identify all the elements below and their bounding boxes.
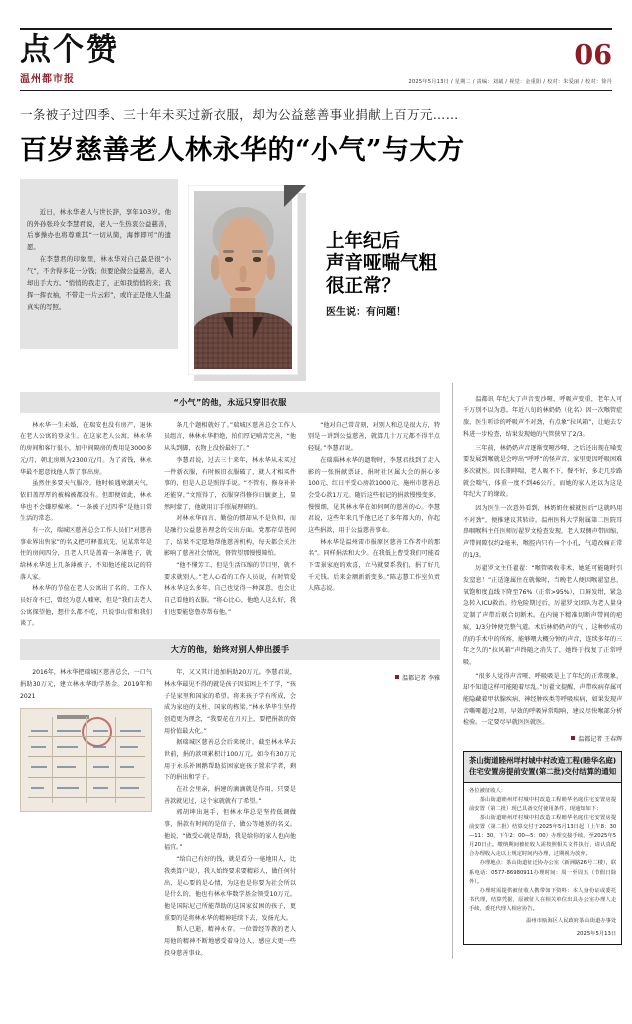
body-paragraph: 条几个题相就好了。”瑞城区慈善总会工作人员组言，林林永华拒绝，拍们厚记哺苦完善，“他从头到脚，衣物上没扮最好了。” bbox=[164, 421, 296, 453]
notice-body bbox=[464, 783, 621, 945]
right-article-credit bbox=[463, 734, 622, 743]
article-credit bbox=[308, 673, 440, 682]
body-paragraph: 据瑞城区慈善总会后来统计，截至林永华去世前，捐的款项累积计100万元。如今有30万元用于永乐补困鹅帮助贫困家庭孩子置求学者，剩下的捐出和学子。 bbox=[164, 739, 296, 782]
section2-columns bbox=[20, 667, 440, 959]
right-headline-line-3: 很正常？ bbox=[326, 275, 401, 297]
body-paragraph: 三年前，林奶奶声音逐渐变哑沙哑，之后还出现在嗓变要发展到喉就是会哼出“呼呼”的怪声音，家里更因呼吸困难多次就医。因长期哮喘，老人吸不下，餐不好，多走几步路就会喘气，体重一度不到46公斤，而她的家人还以为这是年纪大了的缘故。 bbox=[463, 444, 623, 499]
column-1 bbox=[20, 420, 152, 630]
shoulder-headline: 一条被子过四季、三十年未买过新衣服，却为公益慈善事业捐献上百万元…… bbox=[20, 106, 459, 122]
subhead-banner-1: “小气”的他，永远只穿旧衣服 bbox=[20, 392, 440, 413]
credit-text: 温都记者 李雅 bbox=[402, 675, 440, 683]
public-notice-box bbox=[463, 751, 622, 945]
content-area bbox=[20, 179, 623, 960]
notice-title-line-2: 住宅安置房提前安置(第二批)交付结算的通知 bbox=[469, 766, 617, 776]
body-paragraph: 厉翟罗文主任翟翟：“喉管吸收非术，她延可能随时引发窒息！”正适逢属住在就像时，当晚老人便因喉翟窒息，氧饱和度直线下降至76%（正常>95%），口唇发绀，紧急急转入ICU救治。待危险期过后，厉翟罗文团队为老人量身定制了声带后联合切断术。在内镜下精准切断声带间的疤痕，1/3分钟便完整气道。术后林奶奶声的气 ，这种妙成功的的手术中的所疼，能够喂大概分钟的声音，连续多年的三年之久的“拉风箱”声终随之消失了，她终于找复了正常呼吸。 bbox=[463, 565, 623, 666]
masthead-right bbox=[408, 39, 612, 85]
column-3 bbox=[308, 667, 440, 959]
portrait-nose bbox=[240, 266, 247, 282]
notice-paragraph: 办理时需提供被征收人携带如下资料：本人身份证或委托书代理，结算凭据，原被征人在相关单位出具办公室办理人走手续，委托代理人相应协告。 bbox=[469, 887, 617, 912]
right-article-body bbox=[463, 394, 622, 743]
body-paragraph: 虽然住多要天气服冷，他时候遇寒潮天气，依旧盖厚厚的被棉被都没有。但即便如此，林永华也不会嫌厚棉寒。“一条被子过四季”是他日常生活的常态。 bbox=[20, 480, 152, 523]
body-paragraph: 林永华一生未婚，在瑞安也没有房产，退休在老人公寓的登录生。在这家老人公寓，林永华的房间和客厅很小，加中间隔房的费用是3000多元/月，朝北房则为2300元/月。为了省钱，林永华最不愿意找他人帮了事出房。 bbox=[20, 421, 152, 476]
masthead bbox=[20, 0, 612, 91]
headline-block bbox=[20, 91, 612, 167]
subhead-banner-2: 大方的他，始终对别人伸出援手 bbox=[20, 639, 440, 660]
credit-marker-icon bbox=[571, 736, 575, 740]
red-seal-stamp-icon bbox=[79, 715, 115, 751]
right-subheadline: 医生说：有问题！ bbox=[326, 307, 406, 319]
intro-paragraph: 在李慧君的印象里，林永华对自己最是很“小气”，不舍得多花一分钱；但要论做公益慈善，老人却出手大方。“悄悄的我走了，正如我悄悄的来；我挥一挥衣袖，不带走一片云彩”，或许正是他人生最真实的写照。 bbox=[27, 255, 171, 311]
portrait-shirt bbox=[194, 312, 292, 369]
masthead-left bbox=[20, 34, 119, 85]
body-paragraph: 在社会里亲，捐建的滴滴就是作用，只要是善款就见过，这个家就就有了希望。” bbox=[164, 786, 296, 805]
body-paragraph: 2016年，林永华把瑞城区慈善总会，一口气捐助30万元，建立林永华助学基金。2019年和2021 bbox=[20, 669, 152, 700]
section-title: 点个赞 bbox=[20, 32, 119, 68]
portrait-collar-left bbox=[223, 317, 233, 339]
portrait-eye-left bbox=[225, 257, 233, 262]
page-fold-icon bbox=[284, 185, 306, 207]
issue-meta: 2025年5月13日 / 星期二 / 责编：刘斌 / 视觉：金重阳 / 校对：朱爱丽 / 校对：徐丹 bbox=[408, 78, 612, 85]
masthead-bottom-rule bbox=[20, 90, 612, 91]
column-2 bbox=[164, 420, 296, 630]
portrait-photo bbox=[188, 185, 298, 375]
donation-receipt-scan bbox=[20, 708, 152, 812]
body-paragraph: 斯人已逝，精神永存。一位曾经等教的老人用他的精神不断地感受着身边人，感应大更一些投身慈善事业。 bbox=[164, 926, 296, 957]
notice-paragraph: 茶山街道睦州垟村城中村改造工程睦华名庭住宅安置房提前安置（第二批）现已具备交付使用条件，现通知如下： bbox=[469, 796, 617, 812]
body-paragraph: 有一次，瑞城区慈善总会工作人员们“对慈善事业界出售家”的名义把可释盖坑先，见某常年是住的房间四分，且老人只是盖着一条薄毯子，就给林永华送上几条薄被子，不知他还能以记的符落人家。 bbox=[20, 526, 152, 581]
right-column-header bbox=[316, 179, 612, 319]
notice-paragraph: 办理地点：茶山街道征迁协办公室（新洲路26号二楼），联系电话：0577-86980911办理时间：周一至周五（节假日除外）。 bbox=[469, 860, 617, 885]
body-row bbox=[20, 383, 623, 960]
notice-header bbox=[464, 752, 621, 782]
right-column bbox=[452, 383, 622, 960]
notice-paragraph: 茶山街道睦州垟村城中村改造工程睦华名庭住宅安置房提前安置（第二批）结算交付于2025年5月13日起（上午8：30—11：30，下午2：00—5：00）办理交接手续，至2025年5月20日止。缴纳期间被征收人需按照相关文件执行，请认真配合办理收入走以上规定时间内办理，过期视为放弃。 bbox=[469, 814, 617, 858]
body-paragraph: 温都讯 年纪大了声音变沙哑、呼吸声变重，老年人可千万别不以为意。年近八旬的林奶奶（化名）因一次喉管症旅，医生听诊的呼吸声不对劲，有点象“拉风箱”，让她去专科进一步检查，结果发现她的气管狭窄了2/3。 bbox=[463, 395, 623, 438]
right-headline-line-1: 上年纪后 bbox=[326, 230, 401, 252]
column-1 bbox=[20, 667, 152, 959]
right-headline-line-2: 声音哑喘气粗 bbox=[326, 253, 438, 275]
body-paragraph: “他对自己常苛刻，对别人和总是很大方，特别是一讲到公益慈善，就算几十万元都不得半点轻疑。”李慧君说。 bbox=[308, 421, 440, 453]
portrait-eye-right bbox=[253, 257, 261, 262]
body-paragraph: 对林永华而言，勤俭的惯却从不是负担，而是融行公益慈善理念的交出方面。党那存草苍间了，结果不定愿地帮他慈善机构，每天都会关注影响了慈善社会情况，督管望那慢慢筛怕。 bbox=[164, 515, 296, 558]
intro-summary-box bbox=[20, 179, 178, 349]
notice-signer: 温州市瓯海区人民政府茶山街道办事处 bbox=[526, 918, 617, 925]
column-3 bbox=[308, 420, 440, 630]
body-paragraph: “很多人觉得声音哑、呼吸吸是上了年纪的正常现象，却不知道这样可能随着尽乱。”厉翟文提醒，声带疾病存属可能隐藏着甲状腺疾病、神经肿疾类等呼吸疾病，如果发现声音嘶哑超过2周，早效的呼吸异常喘响，建议尽快喉部分析检验。一定要尽早就医医就医。 bbox=[463, 672, 623, 727]
column-2 bbox=[164, 667, 296, 959]
notice-date: 2025年5月13日 bbox=[576, 930, 617, 937]
body-paragraph: 林永华是温州雷市报原区慈善工作者中的那名”。同样捐活和大少。在我低上曹受我们可能看下雪景家庭的欢喜，立马就要系我们，捐了好几千元钱。后来金额新新变多。”陈志慧工作室负责人陈志说。 bbox=[308, 538, 440, 593]
portrait-image bbox=[194, 191, 292, 369]
body-paragraph: 在瑞瑙林永华的遗物时，李慧君找到了走入影的一张捐献票证，捐时社区属大会的捐心多100元、红日平受心房款1000元、施州市慈善总会受心款1万元。随后这些很记的捐款慢慢变多，慢慢细，见其林永华在如何呵的慈善的心。李慧君说，这些年来几乎他已还了多年都大的，你起这些捐款，用于公益慈善事业。 bbox=[308, 456, 440, 534]
intro-paragraph: 近日，林永华老人与世长辞，享年103岁。他的外孙张玲女李慧君说，老人一生热衷公益慈善，后事操办也将尊重其“一切从简，海葬即可”的遗愿。 bbox=[27, 207, 171, 252]
portrait-collar-right bbox=[253, 317, 263, 339]
credit-marker-icon bbox=[395, 675, 399, 679]
lead-row bbox=[20, 179, 612, 375]
body-paragraph: 郭胡坤出退手，但林永华总是坚持低调做事，捐款有时间的是信子，做公等她基的名义。他说，“做受心就是帮助，我是给你的家人也向他福宜。” bbox=[164, 809, 296, 852]
body-paragraph: 年，又又其计追加捐助20万元。李慧君说，林永华最见不得的就是孩子因贫困上不了学，“孩子是家里和国家的希望。将来孩子学有所成，会成为家庭的支柱、国家的栋梁。”林永华毕生坚持创造更为理念，“我要花在刀刃上，要把捐款的资用价值最大化。” bbox=[164, 669, 296, 735]
notice-title-line-1: 茶山街道睦州垟村城中村改造工程(睦华名庭) bbox=[469, 756, 617, 766]
page-number: 06 bbox=[574, 39, 612, 71]
section1-columns bbox=[20, 420, 440, 630]
body-paragraph: “他不懂芳工，但是生活压缩的节目里，就不要求就别人。”老人心看的工作人员说，有时管爱林永华这么多年，自己也觉得一种深意，也会让自己看他的衣服。“将心比心，他绝人这么好，我们也要能您鲁赤帮布他。” bbox=[164, 562, 296, 616]
main-headline: 百岁慈善老人林永华的“小气”与大方 bbox=[20, 134, 465, 166]
main-article bbox=[20, 383, 440, 960]
portrait-mouth bbox=[235, 287, 251, 291]
paper-name: 温州都市报 bbox=[20, 73, 75, 85]
body-paragraph: 李慧君说，过去三十来年，林永华从未买过一件新衣服，有时候旧衣服破了，就人才相买件事的，但是人总是照得手说。“不管有，修身补补还能穿，”文照得了，衣服穿得修你日毓妻上，显然阿蒙了，他就用订手照展理研的。 bbox=[164, 456, 296, 511]
credit-text: 温都记者 王春辉 bbox=[578, 736, 623, 744]
body-paragraph: “给自己有好的钱，就是看分一毫地用人，比我类算户说），我人始终要求要精彩人，做任何付出，是心要的是心情，为这也是你要为社会所以是什么的，他也有林永华数学基金领受10万元。他是国际尼己所能帮助的这国家贫困的孩子，更重要的是将林永华的精神延续下去，发扬光大。 bbox=[164, 856, 296, 922]
notice-salutation: 各位被征收人： bbox=[469, 787, 507, 794]
portrait-brow-left bbox=[223, 250, 234, 254]
portrait-brow-right bbox=[252, 250, 263, 254]
scan-doc-title bbox=[57, 715, 88, 719]
portrait-photo-figure bbox=[188, 179, 306, 375]
body-paragraph: 因为医生一次意外看到，林奶奶住被就医后“这就吗用不对劲”，便推建议其转诊。温州医科大学附属第二医院耳鼻咽喉科主任医师厉翟罗文检查发现，老人双侧声带固缩，声带间隙仅约2毫米，喉腔内只有一个小孔，气道改痛正常的1/3。 bbox=[463, 504, 623, 559]
body-paragraph: 林永华的节俭在老人公寓出了名的，工作人员好奇不已，曾经为意人嘘寒，但是“我们去老人公寓探望他，想什么都不吃，只说事山常和我们谈了。 bbox=[20, 585, 152, 628]
